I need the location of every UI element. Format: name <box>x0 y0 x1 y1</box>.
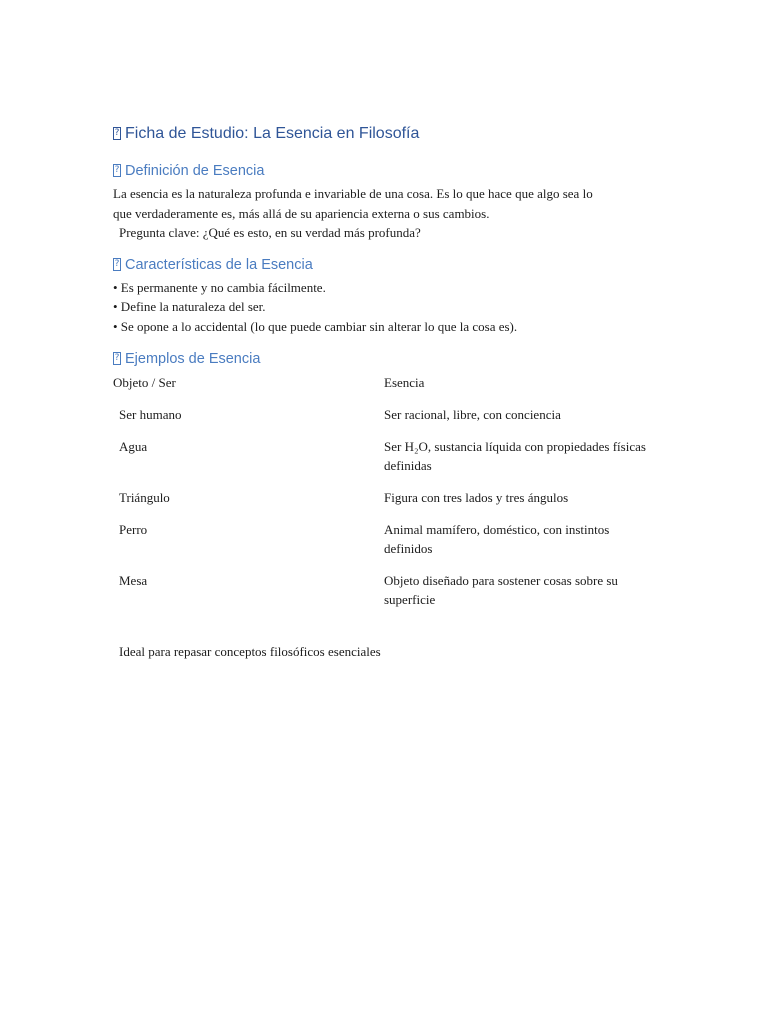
table-cell-object: Agua <box>119 439 148 454</box>
key-question: Pregunta clave: ¿Qué es esto, en su verdad más profunda? <box>119 225 421 240</box>
definition-heading <box>113 163 264 179</box>
book-icon <box>113 164 121 177</box>
table-cell-essence: Ser racional, libre, con conciencia <box>384 407 561 422</box>
list-item: • Se opone a lo accidental (lo que puede cambiar sin alterar lo que la cosa es). <box>113 319 518 334</box>
characteristics-heading <box>113 257 313 273</box>
footer-note: Ideal para repasar conceptos filosóficos esenciales <box>119 644 381 659</box>
characteristics-heading-text: Características de la Esencia <box>125 257 313 273</box>
table-cell-object: Triángulo <box>119 490 170 505</box>
table-header-object: Objeto / Ser <box>113 375 176 390</box>
list-item: • Define la naturaleza del ser. <box>113 299 266 314</box>
table-cell-essence: Objeto diseñado para sostener cosas sobre su superficie <box>384 573 618 607</box>
list-icon <box>113 352 121 365</box>
document-icon <box>113 127 121 140</box>
table-cell-essence: Figura con tres lados y tres ángulos <box>384 490 569 505</box>
table-header-essence: Esencia <box>384 375 425 390</box>
definition-heading-text: Definición de Esencia <box>125 163 265 179</box>
table-cell-object: Perro <box>119 522 148 537</box>
examples-heading <box>113 351 260 367</box>
table-cell-object: Ser humano <box>119 407 182 422</box>
pin-icon <box>113 258 121 271</box>
definition-line-1: La esencia es la naturaleza profunda e invariable de una cosa. Es lo que hace que algo sea lo <box>113 186 593 201</box>
table-cell-essence: Ser H₂O, sustancia líquida con propiedades físicas definidas <box>384 439 646 473</box>
table-cell-object: Mesa <box>119 573 148 588</box>
examples-heading-text: Ejemplos de Esencia <box>125 351 261 367</box>
definition-line-2: que verdaderamente es, más allá de su apariencia externa o sus cambios. <box>113 206 490 221</box>
page-title-text: Ficha de Estudio: La Esencia en Filosofía <box>125 125 420 142</box>
table-cell-essence: Animal mamífero, doméstico, con instintos definidos <box>384 522 610 556</box>
page-title <box>113 125 419 143</box>
list-item: • Es permanente y no cambia fácilmente. <box>113 280 326 295</box>
